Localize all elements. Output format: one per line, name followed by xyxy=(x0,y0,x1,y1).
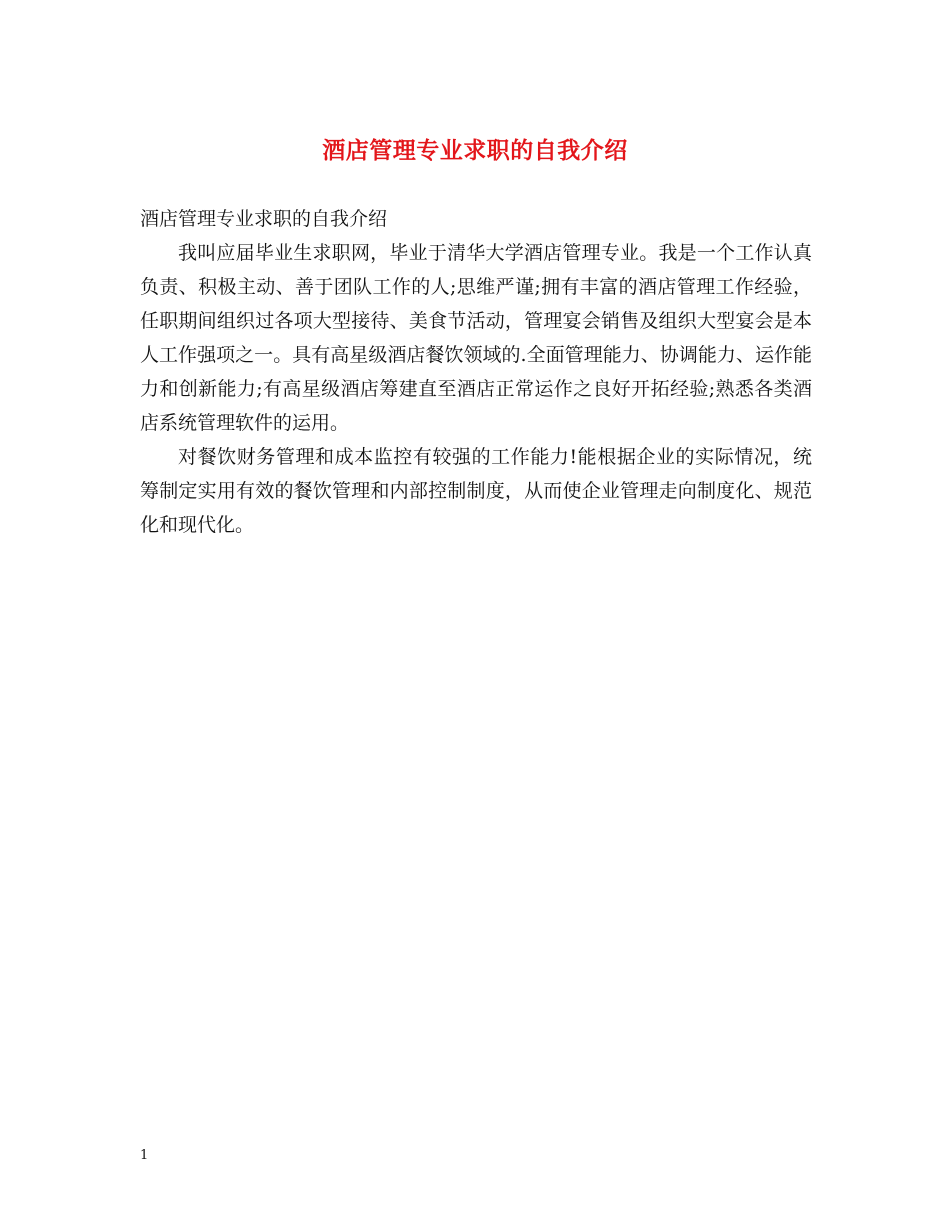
page-number: 1 xyxy=(140,1148,149,1163)
paragraph-2: 对餐饮财务管理和成本监控有较强的工作能力!能根据企业的实际情况，统筹制定实用有效的餐饮管理和内部控制制度，从而使企业管理走向制度化、规范化和现代化。 xyxy=(140,446,812,536)
document-subtitle: 酒店管理专业求职的自我介绍 xyxy=(140,208,388,230)
document-body xyxy=(140,202,812,542)
paragraph-1: 我叫应届毕业生求职网，毕业于清华大学酒店管理专业。我是一个工作认真负责、积极主动、善于团队工作的人;思维严谨;拥有丰富的酒店管理工作经验，任职期间组织过各项大型接待、美食节活动，管理宴会销售及组织大型宴会是本人工作强项之一。具有高星级酒店餐饮领域的.全面管理能力、协调能力、运作能力和创新能力;有高星级酒店筹建直至酒店正常运作之良好开拓经验;熟悉各类酒店系统管理软件的运用。 xyxy=(140,242,812,434)
document-title: 酒店管理专业求职的自我介绍 xyxy=(322,137,628,164)
